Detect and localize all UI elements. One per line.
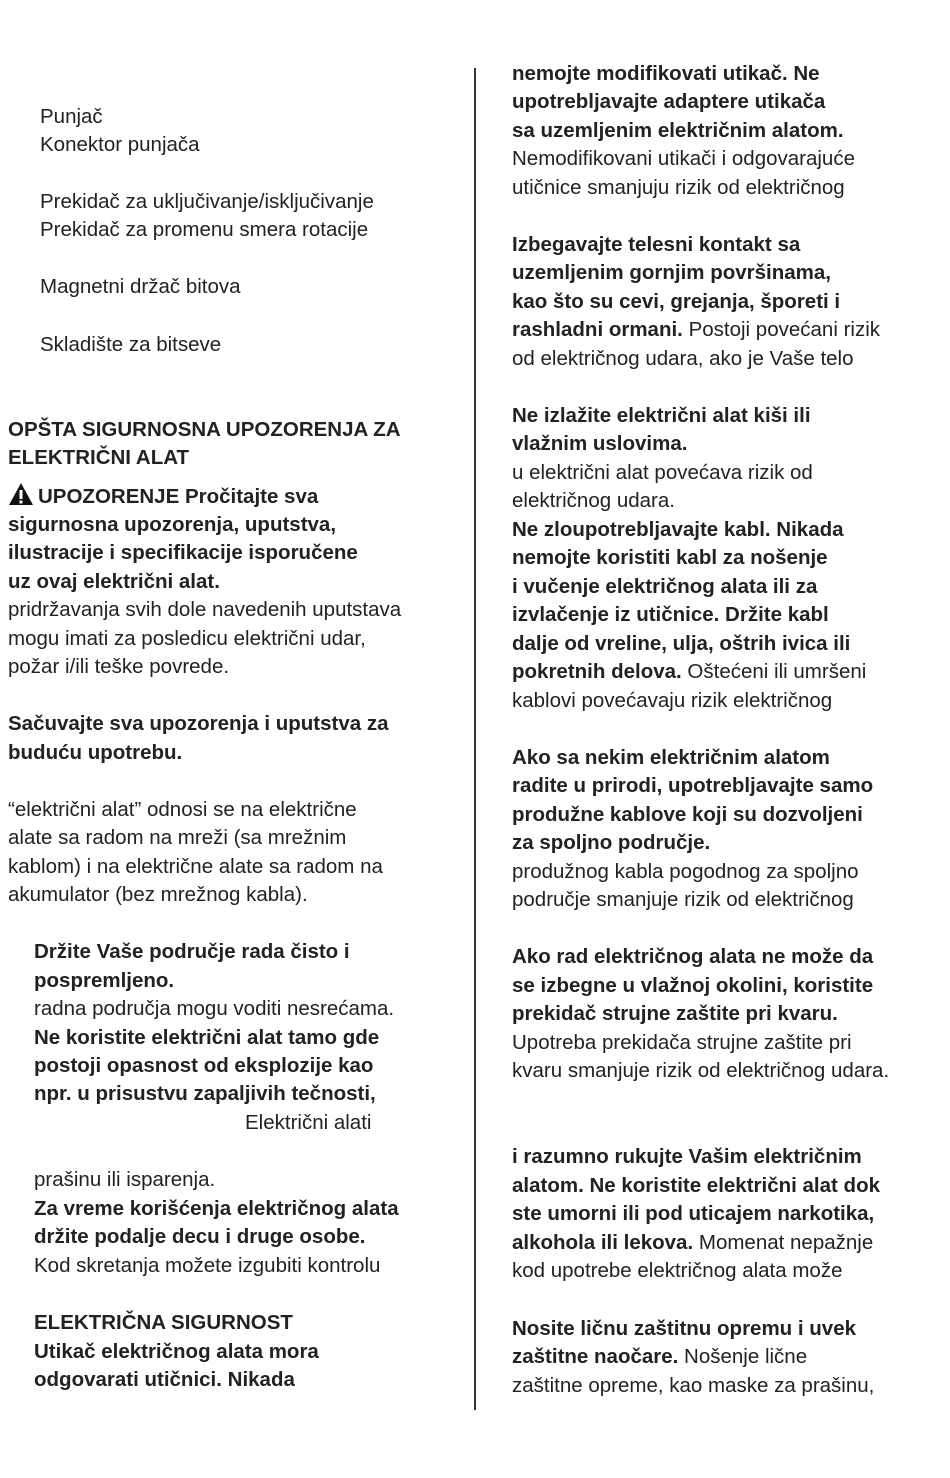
warning-triangle-icon [8, 482, 34, 506]
ppe-bold-part: zaštitne naočare. [512, 1345, 679, 1368]
ground-body: od električnog udara, ako je Vaše telo [512, 347, 854, 370]
definition-text: kablom) i na električne alate sa radom na [8, 855, 383, 878]
plug-warning: odgovarati utičnici. Nikada [34, 1368, 295, 1391]
warning-text: sigurnosna upozorenja, uputstva, [8, 513, 337, 536]
ground-bold-part: rashladni ormani. [512, 318, 683, 341]
ground-normal-part: Postoji povećani rizik [682, 318, 881, 341]
attention-normal-part: Momenat nepažnje [693, 1231, 874, 1254]
ground-warning: Izbegavajte telesni kontakt sa [512, 233, 801, 256]
attention-warning: i razumno rukujte Vašim električnim [512, 1145, 862, 1168]
ppe-normal-part: Nošenje lične [678, 1345, 808, 1368]
rcd-warning: prekidač strujne zaštite pri kvaru. [512, 1002, 838, 1025]
section-heading-electrical: ELEKTRIČNA SIGURNOST [34, 1311, 293, 1334]
definition-text: akumulator (bez mrežnog kabla). [8, 883, 308, 906]
outdoor-body: produžnog kabla pogodnog za spoljno [512, 860, 859, 883]
rain-warning: Ne izlažite električni alat kiši ili [512, 404, 811, 427]
plug-warning-continued: nemojte modifikovati utikač. Ne [512, 62, 820, 85]
attention-mixed-line [512, 1229, 873, 1258]
warning-body: mogu imati za posledicu električni udar, [8, 627, 366, 650]
warning-text: UPOZORENJE Pročitajte sva [38, 485, 319, 508]
rcd-body: Upotreba prekidača strujne zaštite pri [512, 1031, 852, 1054]
children-body: Kod skretanja možete izgubiti kontrolu [34, 1254, 381, 1277]
explosion-indent-text: Električni alati [245, 1111, 372, 1134]
section-heading-general: ELEKTRIČNI ALAT [8, 446, 190, 469]
explosion-warning: npr. u prisustvu zapaljivih tečnosti, [34, 1082, 376, 1105]
warning-body: požar i/ili teške povrede. [8, 655, 230, 678]
cable-bold-part: pokretnih delova. [512, 660, 682, 683]
rcd-body: kvaru smanjuje rizik od električnog udara. [512, 1059, 890, 1082]
section-heading-general: OPŠTA SIGURNOSNA UPOZORENJA ZA [8, 418, 401, 441]
cable-warning: dalje od vreline, ulja, oštrih ivica ili [512, 632, 851, 655]
definition-text: “električni alat” odnosi se na električne [8, 798, 357, 821]
ground-warning: uzemljenim gornjim površinama, [512, 261, 831, 284]
attention-warning: alatom. Ne koristite električni alat dok [512, 1174, 880, 1197]
outdoor-warning: radite u prirodi, upotrebljavajte samo [512, 774, 874, 797]
ppe-body: zaštitne opreme, kao maske za prašinu, [512, 1374, 875, 1397]
cable-warning: nemojte koristiti kabl za nošenje [512, 546, 828, 569]
outdoor-warning: za spoljno područje. [512, 831, 711, 854]
cable-warning: izvlačenje iz utičnice. Držite kabl [512, 603, 829, 626]
cable-mixed-line [512, 658, 866, 687]
part-magnetic-bit-holder: Magnetni držač bitova [40, 275, 241, 298]
ground-mixed-line [512, 316, 880, 345]
rcd-warning: Ako rad električnog alata ne može da [512, 945, 874, 968]
part-charger: Punjač [40, 105, 103, 128]
plug-warning-continued: upotrebljavajte adaptere utikača [512, 90, 826, 113]
work-area-heading: pospremljeno. [34, 969, 175, 992]
outdoor-warning: produžne kablove koji su dozvoljeni [512, 803, 863, 826]
rain-body: u električni alat povećava rizik od [512, 461, 813, 484]
keep-instructions: Sačuvajte sva upozorenja i uputstva za [8, 712, 389, 735]
ground-warning: kao što su cevi, grejanja, šporeti i [512, 290, 841, 313]
ppe-warning: Nosite ličnu zaštitnu opremu i uvek [512, 1317, 857, 1340]
cable-body: kablovi povećavaju rizik električnog [512, 689, 833, 712]
outdoor-body: područje smanjuje rizik od električnog [512, 888, 854, 911]
explosion-warning: Ne koristite električni alat tamo gde [34, 1026, 380, 1049]
outdoor-warning: Ako sa nekim električnim alatom [512, 746, 830, 769]
definition-text: alate sa radom na mreži (sa mrežnim [8, 826, 347, 849]
work-area-body: radna područja mogu voditi nesrećama. [34, 997, 395, 1020]
column-divider [474, 68, 476, 1410]
warning-text: ilustracije i specifikacije isporučene [8, 541, 358, 564]
plug-warning: Utikač električnog alata mora [34, 1340, 319, 1363]
part-charger-connector: Konektor punjača [40, 133, 200, 156]
attention-bold-part: alkohola ili lekova. [512, 1231, 694, 1254]
warning-body: pridržavanja svih dole navedenih uputstava [8, 598, 402, 621]
warning-text: uz ovaj električni alat. [8, 570, 220, 593]
plug-body: Nemodifikovani utikači i odgovarajuće [512, 147, 855, 170]
explosion-warning: postoji opasnost od eksplozije kao [34, 1054, 374, 1077]
children-warning: Za vreme korišćenja električnog alata [34, 1197, 399, 1220]
children-warning: držite podalje decu i druge osobe. [34, 1225, 366, 1248]
cable-warning: i vučenje električnog alata ili za [512, 575, 818, 598]
attention-body: kod upotrebe električnog alata može [512, 1259, 843, 1282]
rcd-warning: se izbegne u vlažnoj okolini, koristite [512, 974, 874, 997]
part-bit-storage: Skladište za bitseve [40, 333, 222, 356]
rain-warning: vlažnim uslovima. [512, 432, 688, 455]
part-direction-switch: Prekidač za promenu smera rotacije [40, 218, 369, 241]
plug-body: utičnice smanjuju rizik od električnog [512, 176, 845, 199]
ppe-mixed-line [512, 1343, 807, 1372]
plug-warning-continued: sa uzemljenim električnim alatom. [512, 119, 844, 142]
keep-instructions: buduću upotrebu. [8, 741, 183, 764]
part-on-off-switch: Prekidač za uključivanje/isključivanje [40, 190, 374, 213]
explosion-body: prašinu ili isparenja. [34, 1168, 216, 1191]
rain-body: električnog udara. [512, 489, 675, 512]
cable-normal-part: Oštećeni ili umršeni [681, 660, 867, 683]
attention-warning: ste umorni ili pod uticajem narkotika, [512, 1202, 875, 1225]
warning-paragraph [8, 482, 318, 512]
work-area-heading: Držite Vaše područje rada čisto i [34, 940, 350, 963]
cable-warning: Ne zloupotrebljavajte kabl. Nikada [512, 518, 844, 541]
